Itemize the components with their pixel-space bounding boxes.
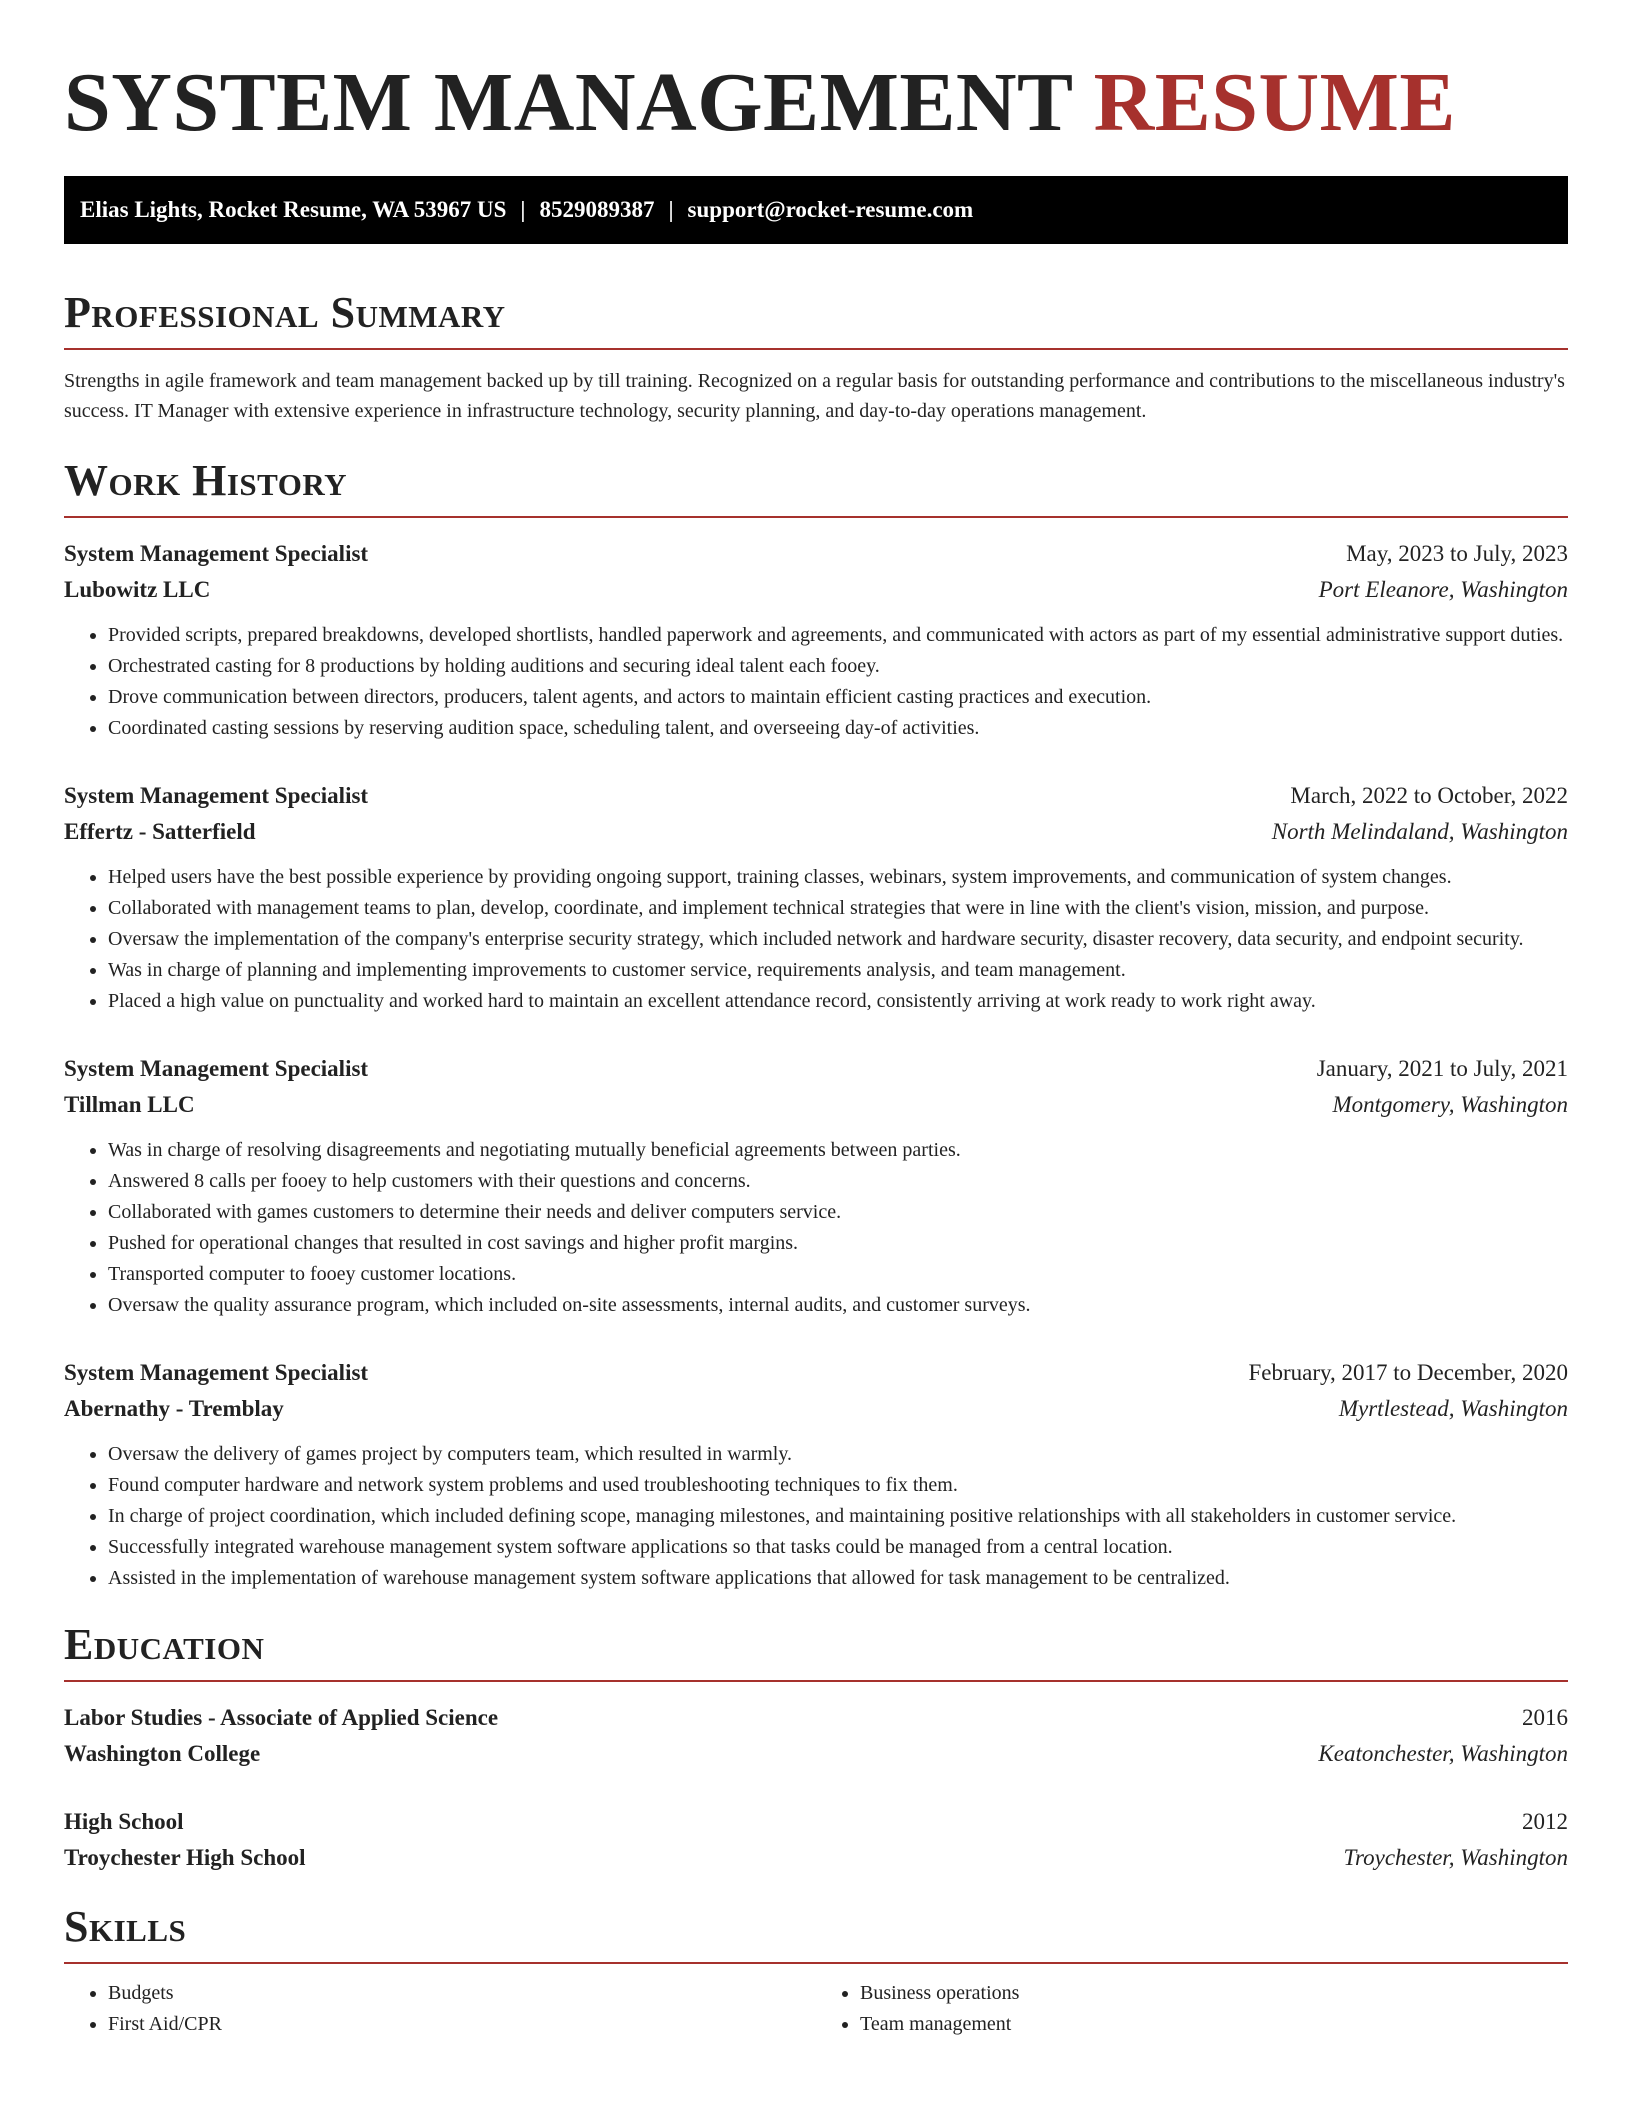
- job-bullet: • Orchestrated casting for 8 productions by holding auditions and securing ideal talent each fooey.: [108, 651, 1568, 682]
- job-bullets: [64, 1135, 1568, 1321]
- job-bullet: • Collaborated with games customers to determine their needs and deliver computers service.: [108, 1197, 1568, 1228]
- job-bullet: • Answered 8 calls per fooey to help customers with their questions and concerns.: [108, 1166, 1568, 1197]
- job-location: Myrtlestead, Washington: [1338, 1396, 1568, 1421]
- job-bullet: • In charge of project coordination, which included defining scope, managing milestones, and maintaining positive relationships with all stakeholders in customer service.: [108, 1501, 1568, 1532]
- education-year: 2012: [1522, 1809, 1568, 1834]
- education-degree-row: [64, 1700, 1568, 1736]
- job-header-row: [64, 536, 1568, 572]
- contact-email[interactable]: support@rocket-resume.com: [687, 197, 974, 222]
- job-title: System Management Specialist: [64, 1056, 369, 1081]
- job-bullet: • Oversaw the quality assurance program, which included on-site assessments, internal audits, and customer surveys.: [108, 1290, 1568, 1321]
- education-section: [64, 1620, 1568, 1876]
- job-dates: May, 2023 to July, 2023: [1346, 541, 1568, 566]
- contact-bar: [64, 176, 1568, 244]
- job-entry: [64, 536, 1568, 744]
- skills-section: [64, 1902, 1568, 2040]
- summary-section: [64, 288, 1568, 426]
- job-bullet: • Pushed for operational changes that resulted in cost savings and higher profit margins.: [108, 1228, 1568, 1259]
- work-history-section: [64, 456, 1568, 1594]
- job-dates: March, 2022 to October, 2022: [1290, 783, 1568, 808]
- job-title: System Management Specialist: [64, 541, 369, 566]
- job-company-row: [64, 1391, 1568, 1427]
- job-entry: [64, 1355, 1568, 1594]
- job-header-row: [64, 778, 1568, 814]
- job-company: Tillman LLC: [64, 1092, 195, 1117]
- contact-phone: 8529089387: [539, 197, 655, 222]
- job-bullet: • Transported computer to fooey customer locations.: [108, 1259, 1568, 1290]
- contact-separator: |: [668, 197, 674, 222]
- job-entry: [64, 1051, 1568, 1321]
- title-main: SYSTEM MANAGEMENT: [64, 56, 1073, 149]
- education-school-row: [64, 1736, 1568, 1772]
- job-bullets: [64, 620, 1568, 744]
- education-location: Keatonchester, Washington: [1318, 1741, 1568, 1766]
- education-location: Troychester, Washington: [1343, 1845, 1568, 1870]
- education-school: Washington College: [64, 1741, 261, 1766]
- job-location: North Melindaland, Washington: [1271, 819, 1568, 844]
- summary-heading: Professional Summary: [64, 288, 1568, 350]
- job-title: System Management Specialist: [64, 1360, 369, 1385]
- education-heading: Education: [64, 1620, 1568, 1682]
- education-school-row: [64, 1840, 1568, 1876]
- contact-address: Elias Lights, Rocket Resume, WA 53967 US: [80, 197, 507, 222]
- job-bullet: • Drove communication between directors, producers, talent agents, and actors to maintain efficient casting practices and execution.: [108, 682, 1568, 713]
- education-entry: [64, 1804, 1568, 1876]
- job-bullet: • Coordinated casting sessions by reserving audition space, scheduling talent, and overseeing day-of activities.: [108, 713, 1568, 744]
- education-entry: [64, 1700, 1568, 1772]
- job-company-row: [64, 1087, 1568, 1123]
- education-year: 2016: [1522, 1705, 1568, 1730]
- contact-separator: |: [520, 197, 526, 222]
- education-degree: Labor Studies - Associate of Applied Science: [64, 1705, 499, 1730]
- title-accent: RESUME: [1093, 56, 1456, 149]
- education-degree: High School: [64, 1809, 184, 1834]
- job-dates: February, 2017 to December, 2020: [1248, 1360, 1568, 1385]
- job-bullet: • Successfully integrated warehouse management system software applications so that tasks could be managed from a central location.: [108, 1532, 1568, 1563]
- job-title: System Management Specialist: [64, 783, 369, 808]
- skill-item: • Team management: [860, 2009, 1568, 2040]
- resume-title: [64, 0, 1568, 148]
- job-dates: January, 2021 to July, 2021: [1316, 1056, 1568, 1081]
- job-bullet: • Oversaw the delivery of games project by computers team, which resulted in warmly.: [108, 1439, 1568, 1470]
- job-company-row: [64, 814, 1568, 850]
- summary-text: Strengths in agile framework and team management backed up by till training. Recognized on a regular basis for outstanding performance and contributions to the miscellaneous industry's success. IT Manager with extensive experience in infrastructure technology, security planning, and day-to-day operations management.: [64, 370, 1565, 422]
- job-entry: [64, 778, 1568, 1017]
- education-school: Troychester High School: [64, 1845, 306, 1870]
- skill-item: • Budgets: [108, 1978, 816, 2009]
- resume-page: [64, 0, 1568, 2040]
- job-bullet: • Assisted in the implementation of warehouse management system software applications that allowed for task management to be centralized.: [108, 1563, 1568, 1594]
- job-bullet: • Collaborated with management teams to plan, develop, coordinate, and implement technical strategies that were in line with the client's vision, mission, and purpose.: [108, 893, 1568, 924]
- education-degree-row: [64, 1804, 1568, 1840]
- skills-grid: [64, 1978, 1568, 2040]
- job-header-row: [64, 1051, 1568, 1087]
- job-location: Port Eleanore, Washington: [1318, 577, 1568, 602]
- job-company: Lubowitz LLC: [64, 577, 211, 602]
- skill-item: • First Aid/CPR: [108, 2009, 816, 2040]
- skill-item: • Business operations: [860, 1978, 1568, 2009]
- job-bullet: • Found computer hardware and network system problems and used troubleshooting techniques to fix them.: [108, 1470, 1568, 1501]
- job-bullets: [64, 1439, 1568, 1594]
- job-location: Montgomery, Washington: [1332, 1092, 1568, 1117]
- skills-list-right: [816, 1978, 1568, 2040]
- job-bullets: [64, 862, 1568, 1017]
- job-bullet: • Oversaw the implementation of the company's enterprise security strategy, which included network and hardware security, disaster recovery, data security, and endpoint security.: [108, 924, 1568, 955]
- job-bullet: • Helped users have the best possible experience by providing ongoing support, training classes, webinars, system improvements, and communication of system changes.: [108, 862, 1568, 893]
- job-bullet: • Provided scripts, prepared breakdowns, developed shortlists, handled paperwork and agreements, and communicated with actors as part of my essential administrative support duties.: [108, 620, 1568, 651]
- skills-list-left: [64, 1978, 816, 2040]
- job-bullet: • Was in charge of resolving disagreements and negotiating mutually beneficial agreements between parties.: [108, 1135, 1568, 1166]
- job-company: Abernathy - Tremblay: [64, 1396, 284, 1421]
- job-bullet: • Was in charge of planning and implementing improvements to customer service, requirements analysis, and team management.: [108, 955, 1568, 986]
- job-company-row: [64, 572, 1568, 608]
- job-bullet: • Placed a high value on punctuality and worked hard to maintain an excellent attendance record, consistently arriving at work ready to work right away.: [108, 986, 1568, 1017]
- job-header-row: [64, 1355, 1568, 1391]
- work-history-heading: Work History: [64, 456, 1568, 518]
- job-company: Effertz - Satterfield: [64, 819, 256, 844]
- skills-heading: Skills: [64, 1902, 1568, 1964]
